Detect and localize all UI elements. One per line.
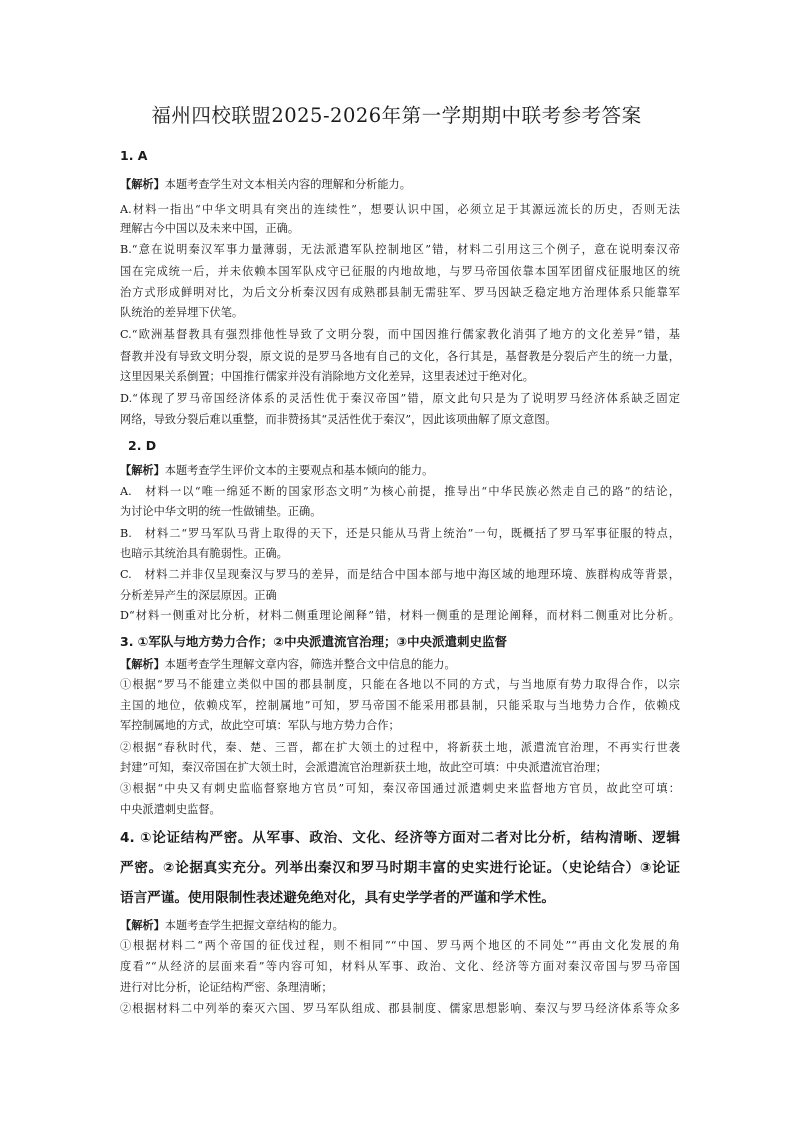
q4-line: 度看”“从经济的层面来看”等内容可知，材料从军事、政治、文化、经济等方面对秦汉帝国与罗马帝国 <box>120 960 680 973</box>
q2-line: 为讨论中华文明的统一性做铺垫。正确。 <box>120 505 322 518</box>
q4-line: ②根据材料二中列举的秦灭六国、罗马军队组成、郡县制度、儒家思想影响、秦汉与罗马经济体系等众多 <box>120 1002 680 1015</box>
analysis-text: 本题考查学生把握文章结构的能力。 <box>164 919 344 932</box>
analysis-tag: 【解析】 <box>120 918 165 932</box>
q1-analysis-intro <box>120 176 680 193</box>
q2-line: A. 材料一以“唯一绵延不断的国家形态文明”为核心前提，推导出“中华民族必然走自己的路”的结论， <box>120 485 680 498</box>
q4-line: ①根据材料二“两个帝国的征伐过程，则不相同”“中国、罗马两个地区的不同处”“再由文化发展的角 <box>120 939 680 952</box>
analysis-tag: 【解析】 <box>120 657 165 671</box>
q3-line: 中央派遣刺史监督。 <box>120 803 221 816</box>
q4-heading-line: 语言严谨。使用限制性表述避免绝对化，具有史学学者的严谨和学术性。 <box>120 890 555 906</box>
q3-heading: 3. ①军队与地方势力合作；②中央派遣流官治理；③中央派遣刺史监督 <box>120 634 508 649</box>
q3-analysis-intro <box>120 656 680 673</box>
q2-heading: 2. D <box>128 438 157 453</box>
analysis-tag: 【解析】 <box>120 177 165 191</box>
analysis-text: 本题考查学生对文本相关内容的理解和分析能力。 <box>164 178 411 191</box>
q1-line: 队统治的差异埋下伏笔。 <box>120 306 244 319</box>
analysis-tag: 【解析】 <box>120 463 165 477</box>
analysis-text: 本题考查学生评价文本的主要观点和基本倾向的能力。 <box>164 464 434 477</box>
q3-line: 军控制属地的方式，故此空可填：军队与地方势力合作； <box>120 719 400 732</box>
q2-line: 分析差异产生的深层原因。正确 <box>120 589 277 602</box>
q1-line: A.材料一指出“中华文明具有突出的连续性”，想要认识中国，必须立足于其源远流长的历史，否则无法 <box>120 203 680 216</box>
q1-line: C.“欧洲基督教具有强烈排他性导致了文明分裂，而中国因推行儒家教化消弭了地方的文化差异”错，基 <box>120 328 680 341</box>
q1-line: 理解古今中国以及未来中国，正确。 <box>120 222 300 235</box>
q1-line: 国在完成统一后，并未依赖本国军队戍守已征服的内地故地，与罗马帝国依靠本国军团留戍征服地区的统 <box>120 265 680 278</box>
q3-line: ②根据“春秋时代，秦、楚、三晋，都在扩大领土的过程中，将新获土地，派遣流官治理，不再实行世袭 <box>120 741 680 754</box>
q1-line: B.“意在说明秦汉军事力量薄弱，无法派遣军队控制地区”错，材料二引用这三个例子，意在说明秦汉帝 <box>120 243 680 256</box>
q1-line: 治方式形成鲜明对比，为后文分析秦汉因有成熟郡县制无需驻军、罗马因缺乏稳定地方治理体系只能靠军 <box>120 286 680 299</box>
analysis-text: 本题考查学生理解文章内容，筛选并整合文中信息的能力。 <box>164 658 456 671</box>
q1-line: D.“体现了罗马帝国经济体系的灵活性优于秦汉帝国”错，原文此句只是为了说明罗马经济体系缺乏固定 <box>120 392 680 405</box>
q1-line: 这里因果关系倒置；中国推行儒家并没有消除地方文化差异，这里表述过于绝对化。 <box>120 370 534 383</box>
q4-line: 进行对比分析，论证结构严密、条理清晰； <box>120 981 333 994</box>
q4-analysis-intro <box>120 917 680 934</box>
q2-line: 也暗示其统治具有脆弱性。正确。 <box>120 547 288 560</box>
q4-heading-line: 严密。②论据真实充分。列举出秦汉和罗马时期丰富的史实进行论证。（史论结合）③论证 <box>120 860 680 876</box>
q2-line: D“材料一侧重对比分析，材料二侧重理论阐释”错，材料一侧重的是理论阐释，而材料二侧重对比分析。 <box>120 609 680 622</box>
q3-line: 封建”可知，秦汉帝国在扩大领土时，会派遣流官治理新获土地，故此空可填：中央派遣流官治理； <box>120 761 607 774</box>
q1-line: 网络，导致分裂后难以重整，而非赞扬其“灵活性优于秦汉”，因此该项曲解了原文意图。 <box>120 413 557 426</box>
q2-line: C. 材料二并非仅呈现秦汉与罗马的差异，而是结合中国本部与地中海区域的地理环境、族群构成等背景， <box>120 568 680 581</box>
q3-line: ③根据“中央又有刺史监临督察地方官员”可知，秦汉帝国通过派遣刺史来监督地方官员，故此空可填： <box>120 782 680 795</box>
q1-line: 督教并没有导致文明分裂，原文说的是罗马各地有自己的文化，各行其是，基督教是分裂后产生的统一力量， <box>120 350 680 363</box>
q2-line: B. 材料二“罗马军队马背上取得的天下，还是只能从马背上统治”一句，既概括了罗马军事征服的特点， <box>120 527 680 540</box>
q3-line: ①根据“罗马不能建立类似中国的郡县制度，只能在各地以不同的方式，与当地原有势力取得合作，以宗 <box>120 678 680 691</box>
q4-heading-line: 4. ①论证结构严密。从军事、政治、文化、经济等方面对二者对比分析，结构清晰、逻辑 <box>120 830 680 846</box>
q3-line: 主国的地位，依赖戍军，控制属地”可知，罗马帝国不能采用郡县制，只能采取与当地势力合作，依赖戍 <box>120 699 680 712</box>
q1-heading: 1. A <box>120 148 148 163</box>
q2-analysis-intro <box>120 462 680 479</box>
page-title: 福州四校联盟2025-2026年第一学期期中联考参考答案 <box>151 104 642 127</box>
